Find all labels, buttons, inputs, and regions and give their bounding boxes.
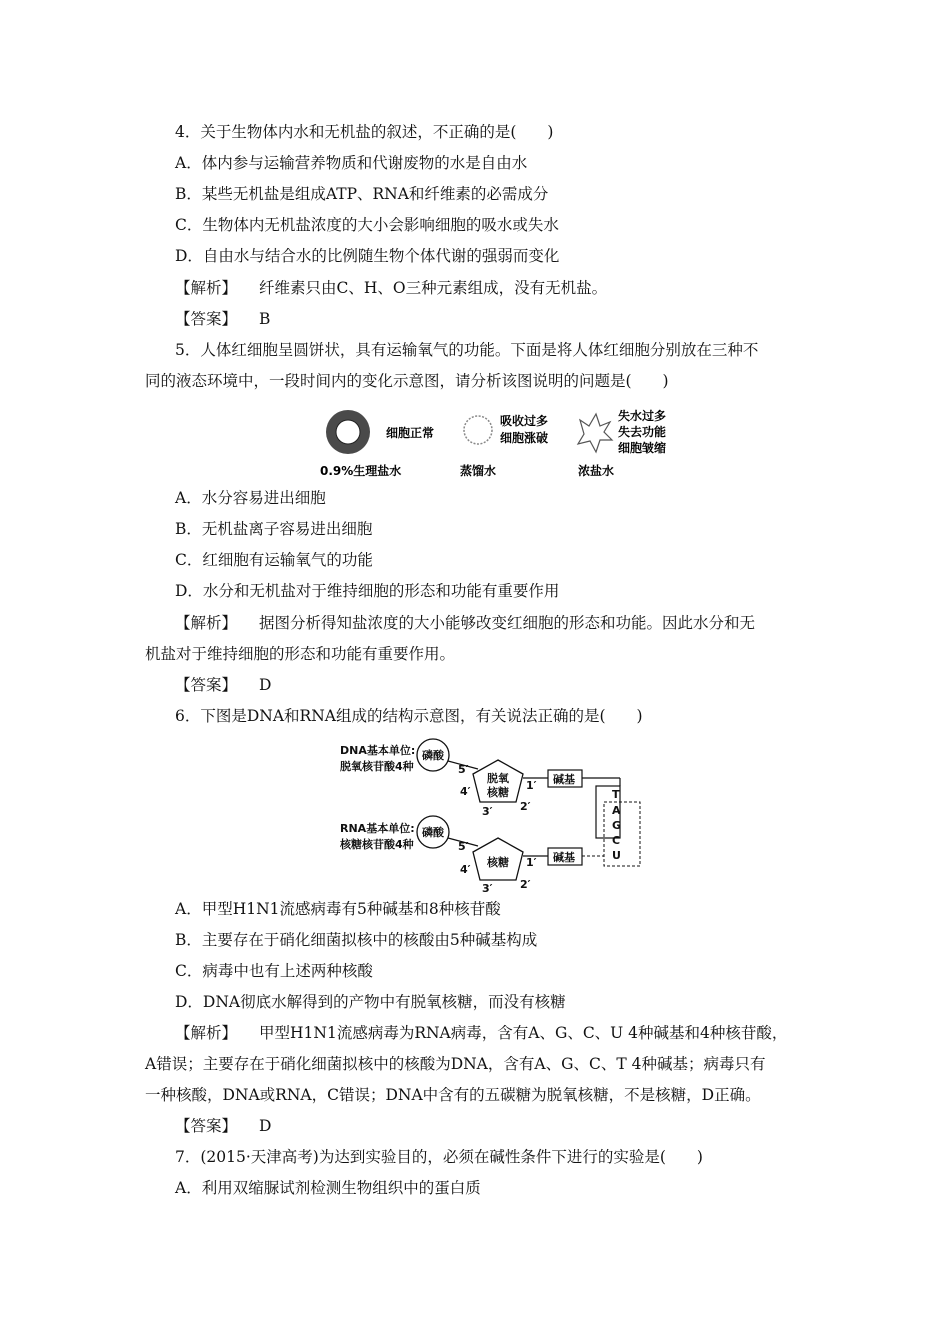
answer-tag: 【答案】	[175, 1117, 238, 1135]
q5-option-a: A．水分容易进出细胞	[175, 489, 326, 507]
q6-stem: 6．下图是DNA和RNA组成的结构示意图，有关说法正确的是( )	[175, 707, 643, 725]
q5-option-d: D．水分和无机盐对于维持细胞的形态和功能有重要作用	[175, 582, 560, 600]
dna-c3: 3′	[482, 805, 493, 818]
normal-label: 细胞正常	[386, 426, 435, 440]
rna-bases-box	[604, 802, 640, 866]
analysis-tag: 【解析】	[175, 1024, 238, 1042]
swell-caption: 蒸馏水	[460, 464, 497, 478]
dna-label-1: DNA基本单位:	[340, 744, 416, 757]
analysis-text: 甲型H1N1流感病毒为RNA病毒，含有A、G、C、U 4种碱基和4种核苷酸，	[259, 1024, 788, 1042]
rna-c5: 5′	[458, 840, 469, 853]
q4-analysis	[175, 277, 607, 299]
q7-stem: 7．(2015·天津高考)为达到实验目的，必须在碱性条件下进行的实验是( )	[175, 1148, 703, 1166]
q4-option-d: D．自由水与结合水的比例随生物个体代谢的强弱而变化	[175, 247, 560, 265]
analysis-text: 纤维素只由C、H、O三种元素组成，没有无机盐。	[259, 279, 608, 297]
q5-analysis-line1	[175, 612, 755, 634]
q4-option-b: B．某些无机盐是组成ATP、RNA和纤维素的必需成分	[175, 185, 549, 203]
dna-label-2: 脱氧核苷酸4种	[340, 760, 414, 773]
base-g: G	[612, 819, 622, 832]
shrunken-cell-icon	[578, 414, 612, 452]
rna-c3: 3′	[482, 882, 493, 894]
normal-caption: 0.9%生理盐水	[320, 464, 402, 478]
base-t: T	[612, 788, 620, 801]
q5-stem-line2: 同的液态环境中，一段时间内的变化示意图，请分析该图说明的问题是( )	[145, 372, 669, 390]
shrink-label-3: 细胞皱缩	[618, 441, 667, 455]
q6-answer	[175, 1115, 271, 1137]
base-a: A	[612, 804, 621, 817]
q5-answer	[175, 674, 271, 696]
analysis-text: 据图分析得知盐浓度的大小能够改变红细胞的形态和功能。因此水分和无	[259, 614, 756, 632]
shrink-caption: 浓盐水	[578, 464, 615, 478]
q6-analysis-line2: A错误；主要存在于硝化细菌拟核中的核酸为DNA，含有A、G、C、T 4种碱基；病毒只有	[145, 1055, 766, 1073]
red-cell-figure	[310, 404, 690, 484]
base-c: C	[612, 834, 621, 847]
rna-sugar-label: 核糖	[487, 856, 509, 869]
analysis-tag: 【解析】	[175, 279, 238, 297]
shrink-label-2: 失去功能	[618, 425, 667, 439]
q4-option-a: A．体内参与运输营养物质和代谢废物的水是自由水	[175, 154, 528, 172]
dna-c1: 1′	[526, 779, 537, 792]
rna-c2: 2′	[520, 878, 531, 891]
answer-text: D	[259, 1117, 272, 1135]
dna-c5: 5′	[458, 763, 469, 776]
swell-label-2: 细胞涨破	[500, 431, 549, 445]
answer-tag: 【答案】	[175, 310, 238, 328]
rna-base-label: 碱基	[553, 851, 575, 864]
dna-sugar-label-1: 脱氧	[487, 772, 509, 785]
base-u: U	[612, 849, 621, 862]
swell-label-1: 吸收过多	[500, 414, 549, 428]
dna-c2: 2′	[520, 800, 531, 813]
q6-option-a: A．甲型H1N1流感病毒有5种碱基和8种核苷酸	[175, 900, 501, 918]
nucleotide-figure	[338, 738, 648, 894]
q5-stem-line1: 5．人体红细胞呈圆饼状，具有运输氧气的功能。下面是将人体红细胞分别放在三种不	[175, 341, 759, 359]
rna-phosphate-label: 磷酸	[422, 826, 444, 839]
q6-analysis-line3: 一种核酸，DNA或RNA，C错误；DNA中含有的五碳糖为脱氧核糖，不是核糖，D正确。	[145, 1086, 761, 1104]
q4-stem: 4．关于生物体内水和无机盐的叙述，不正确的是( )	[175, 123, 554, 141]
dna-phosphate-label: 磷酸	[422, 749, 444, 762]
swollen-cell-icon	[464, 416, 492, 444]
q5-option-c: C．红细胞有运输氧气的功能	[175, 551, 373, 569]
dna-c4: 4′	[460, 785, 471, 798]
dna-base-label: 碱基	[553, 773, 575, 786]
q4-option-c: C．生物体内无机盐浓度的大小会影响细胞的吸水或失水	[175, 216, 559, 234]
rna-c4: 4′	[460, 863, 471, 876]
answer-tag: 【答案】	[175, 676, 238, 694]
dna-sugar-label-2: 核糖	[487, 786, 509, 799]
analysis-tag: 【解析】	[175, 614, 238, 632]
q6-option-d: D．DNA彻底水解得到的产物中有脱氧核糖，而没有核糖	[175, 993, 566, 1011]
rna-c1: 1′	[526, 856, 537, 869]
rna-label-1: RNA基本单位:	[340, 822, 415, 835]
q7-option-a: A．利用双缩脲试剂检测生物组织中的蛋白质	[175, 1179, 481, 1197]
q5-analysis-line2: 机盐对于维持细胞的形态和功能有重要作用。	[145, 645, 456, 663]
answer-text: B	[259, 310, 271, 328]
q6-option-c: C．病毒中也有上述两种核酸	[175, 962, 373, 980]
answer-text: D	[259, 676, 272, 694]
q5-option-b: B．无机盐离子容易进出细胞	[175, 520, 373, 538]
rna-label-2: 核糖核苷酸4种	[340, 838, 414, 851]
shrink-label-1: 失水过多	[618, 409, 667, 423]
q4-answer	[175, 308, 270, 330]
q6-analysis-line1	[175, 1022, 787, 1044]
q6-option-b: B．主要存在于硝化细菌拟核中的核酸由5种碱基构成	[175, 931, 538, 949]
